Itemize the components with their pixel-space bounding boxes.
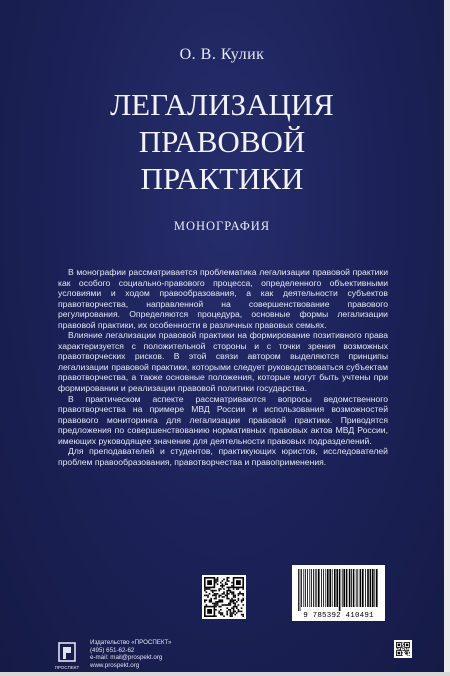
genre-label: МОНОГРАФИЯ — [173, 219, 271, 233]
title-line: ПРАКТИКИ — [140, 161, 304, 196]
title-line: ПРАВОВОЙ — [138, 124, 306, 159]
publisher-logo-word: ПРОСПЕКТ — [54, 665, 80, 670]
publisher-logo-icon — [56, 641, 78, 663]
annotation-paragraph: В практическом аспекте рассматриваются вопросы ведомственного правотворчества на примере МВД России и использования возможностей правового мониторинга для легализации правовой практики. Приводятся предложения по совершенствованию нормативных правовых актов МВД России, имеющих руководящее значение для деятельности правовых подразделений. — [58, 393, 388, 446]
publisher-email: e-mail: mail@prospekt.org — [90, 654, 163, 662]
annotation-paragraph: Для преподавателей и студентов, практикующих юристов, исследователей проблем правообразования, правотворчества и правоприменения. — [58, 446, 388, 467]
page-edge-bottom — [0, 672, 450, 676]
publisher-contacts — [90, 639, 230, 669]
page-edge — [444, 0, 450, 676]
isbn-barcode — [292, 565, 385, 621]
annotation-text — [58, 267, 388, 467]
book-title — [0, 86, 444, 197]
publisher-name: Издательство «ПРОСПЕКТ» — [90, 639, 172, 646]
qr-code-icon — [202, 575, 246, 619]
title-line: ЛЕГАЛИЗАЦИЯ — [110, 87, 334, 122]
isbn-number: 9 785392 410491 — [303, 612, 374, 620]
annotation-paragraph: В монографии рассматривается проблематика легализации правовой практики как особого социально-правового процесса, определенного объективными условиями и ходом правообразования, а как деятельности субъектов правотворчества, направленной на совершенствование правового регулирования. Определяются процедура, основные формы легализации правовой практики, их особенности в различных правовых семьях. — [58, 267, 388, 330]
annotation-paragraph: Влияние легализации правовой практики на формирование позитивного права характеризуется с положительной стороны и с точки зрения возможных правотворческих рисков. В этой связи автором выделяются принципы легализации правовой практики, которыми следует руководствоваться субъектам правотворчества, а также основные положения, которые могут быть учтены при формировании и реализации правовой политики государства. — [58, 330, 388, 394]
publisher-phone: (495) 651-62-62 — [90, 646, 135, 654]
small-qr-code-icon — [394, 640, 412, 658]
author-name: О. В. Кулик — [179, 46, 265, 63]
publisher-website: www.prospekt.org — [90, 661, 140, 669]
